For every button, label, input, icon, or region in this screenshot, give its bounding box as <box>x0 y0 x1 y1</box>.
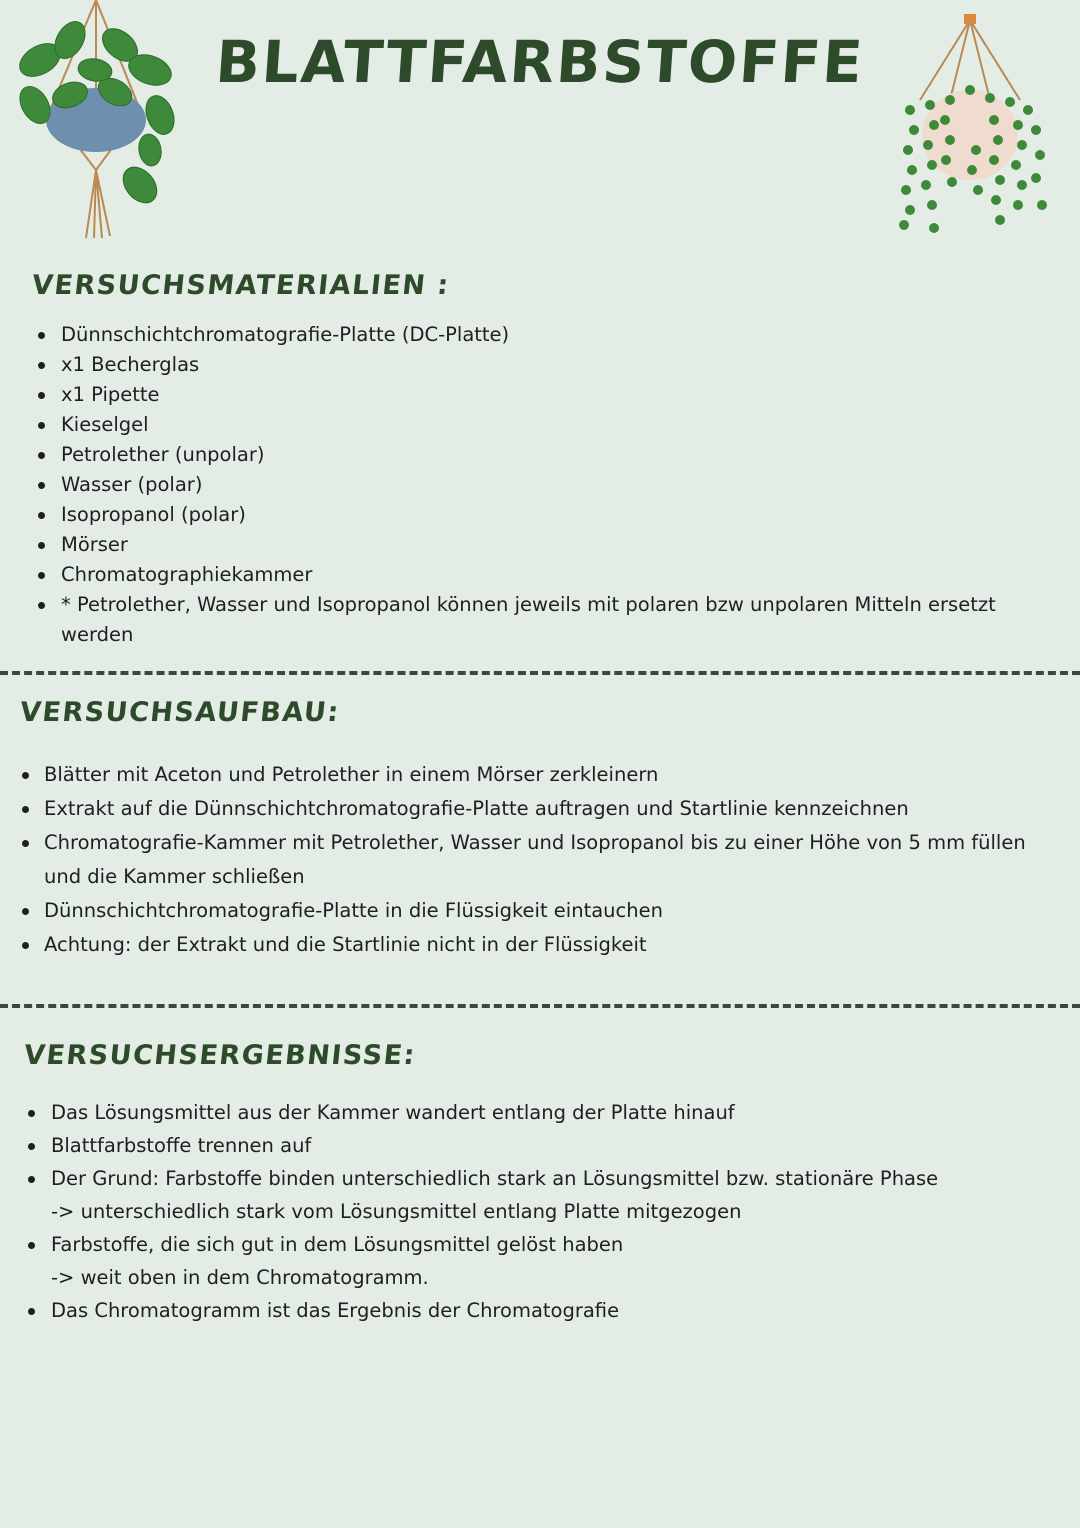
materials-heading: VERSUCHSMATERIALIEN : <box>30 270 452 301</box>
list-item: Petrolether (unpolar) <box>34 440 1034 470</box>
list-item: Extrakt auf die Dünnschichtchromatografie-Platte auftragen und Startlinie kennzeichnen <box>18 792 1048 826</box>
list-item <box>24 1096 1024 1129</box>
result-line: Blattfarbstoffe trennen auf <box>51 1134 312 1157</box>
list-item: x1 Pipette <box>34 380 1034 410</box>
list-item: Kieselgel <box>34 410 1034 440</box>
list-item <box>24 1129 1024 1162</box>
list-item: * Petrolether, Wasser und Isopropanol können jeweils mit polaren bzw unpolaren Mitteln ersetzt werden <box>34 590 1034 650</box>
list-item: Achtung: der Extrakt und die Startlinie nicht in der Flüssigkeit <box>18 928 1048 962</box>
list-item <box>24 1294 1024 1327</box>
list-item: Mörser <box>34 530 1034 560</box>
result-line: Der Grund: Farbstoffe binden unterschiedlich stark an Lösungsmittel bzw. stationäre Phase <box>51 1167 939 1190</box>
section-divider <box>0 1004 1080 1008</box>
list-item: Isopropanol (polar) <box>34 500 1034 530</box>
result-subline: -> unterschiedlich stark vom Lösungsmittel entlang Platte mitgezogen <box>51 1200 742 1223</box>
results-heading: VERSUCHSERGEBNISSE: <box>22 1040 418 1071</box>
setup-list <box>18 758 1048 962</box>
list-item: Blätter mit Aceton und Petrolether in einem Mörser zerkleinern <box>18 758 1048 792</box>
list-item: Chromatographiekammer <box>34 560 1034 590</box>
setup-heading: VERSUCHSAUFBAU: <box>18 697 342 728</box>
materials-list <box>34 320 1034 650</box>
list-item <box>24 1162 1024 1228</box>
result-subline: -> weit oben in dem Chromatogramm. <box>51 1266 429 1289</box>
list-item: Dünnschichtchromatografie-Platte (DC-Platte) <box>34 320 1034 350</box>
section-divider <box>0 671 1080 675</box>
list-item: Chromatografie-Kammer mit Petrolether, Wasser und Isopropanol bis zu einer Höhe von 5 mm füllen und die Kammer schließen <box>18 826 1048 894</box>
list-item: Dünnschichtchromatografie-Platte in die Flüssigkeit eintauchen <box>18 894 1048 928</box>
page-title: BLATTFARBSTOFFE <box>213 28 867 96</box>
list-item: x1 Becherglas <box>34 350 1034 380</box>
result-line: Farbstoffe, die sich gut in dem Lösungsmittel gelöst haben <box>51 1233 624 1256</box>
list-item <box>24 1228 1024 1294</box>
results-list <box>24 1096 1024 1327</box>
result-line: Das Chromatogramm ist das Ergebnis der Chromatografie <box>51 1299 620 1322</box>
list-item: Wasser (polar) <box>34 470 1034 500</box>
result-line: Das Lösungsmittel aus der Kammer wandert entlang der Platte hinauf <box>51 1101 735 1124</box>
